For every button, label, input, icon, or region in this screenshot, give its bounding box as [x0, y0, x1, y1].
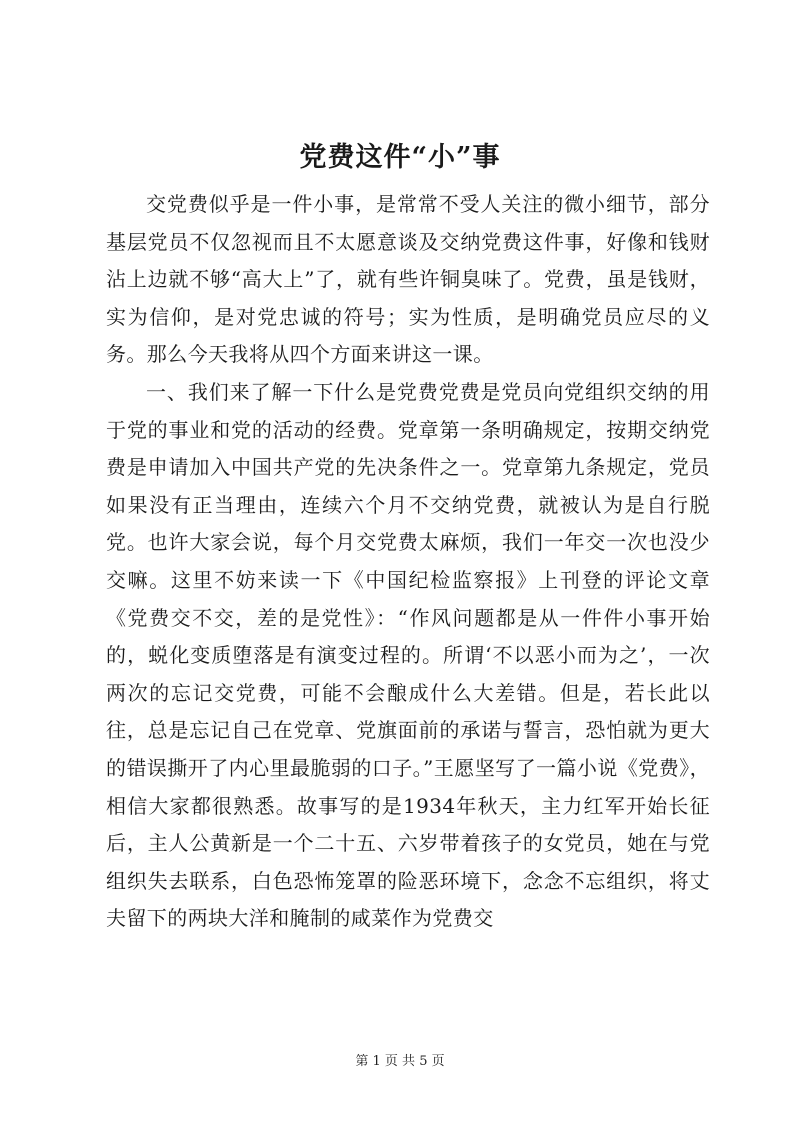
- page-footer: 第 1 页 共 5 页: [355, 1054, 445, 1069]
- document-title: 党费这件“小”事: [299, 142, 501, 173]
- paragraph-section-one: 一、我们来了解一下什么是党费党费是党员向党组织交纳的用于党的事业和党的活动的经费。党章第一条明确规定，按期交纳党费是申请加入中国共产党的先决条件之一。党章第九条规定，党员如果没有正当理由，连续六个月不交纳党费，就被认为是自行脱党。也许大家会说，每个月交党费太麻烦，我们一年交一次也没少交嘛。这里不妨来读一下《中国纪检监察报》上刊登的评论文章《党费交不交，差的是党性》：“作风问题都是从一件件小事开始的，蜕化变质堕落是有演变过程的。所谓‘不以恶小而为之’，一次两次的忘记交党费，可能不会酿成什么大差错。但是，若长此以往，总是忘记自己在党章、党旗面前的承诺与誓言，恐怕就为更大的错误撕开了内心里最脆弱的口子。”王愿坚写了一篇小说《党费》，相信大家都很熟悉。故事写的是1934年秋天，主力红军开始长征后，主人公黄新是一个二十五、六岁带着孩子的女党员，她在与党组织失去联系，白色恐怖笼罩的险恶环境下，念念不忘组织，将丈夫留下的两块大洋和腌制的咸菜作为党费交: [106, 379, 710, 931]
- document-body: [106, 186, 710, 938]
- paragraph-intro: 交党费似乎是一件小事，是常常不受人关注的微小细节，部分基层党员不仅忽视而且不太愿意谈及交纳党费这件事，好像和钱财沾上边就不够“高大上”了，就有些许铜臭味了。党费，虽是钱财，实为信仰，是对党忠诚的符号；实为性质，是明确党员应尽的义务。那么今天我将从四个方面来讲这一课。: [106, 192, 710, 367]
